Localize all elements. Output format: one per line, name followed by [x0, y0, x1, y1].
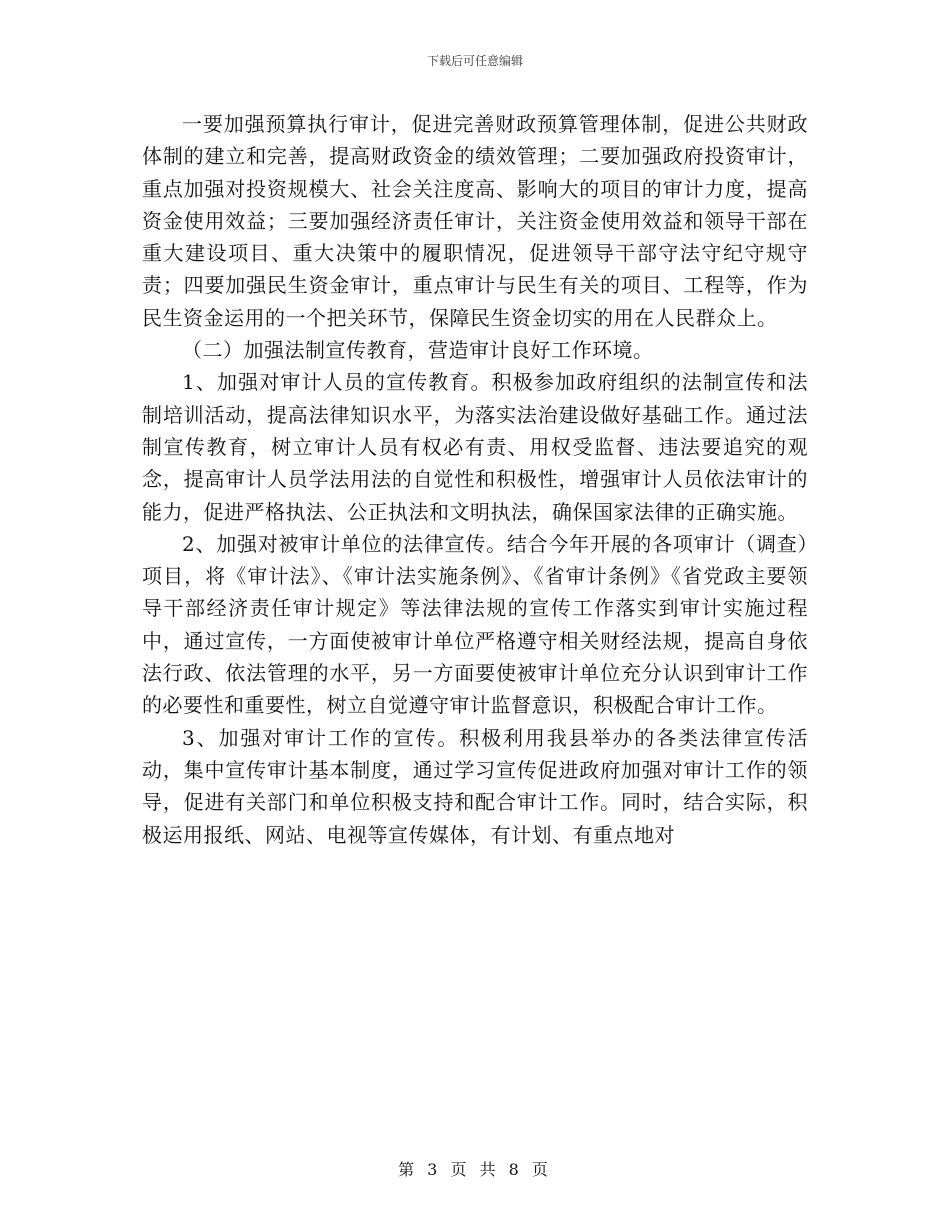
page-number: 第 3 页 共 8 页: [398, 1160, 552, 1179]
section-heading-legal-publicity: （二）加强法制宣传教育，营造审计良好工作环境。: [182, 338, 654, 363]
document-body: [142, 108, 808, 851]
paragraph-audited-unit-publicity: 2、加强对被审计单位的法律宣传。结合今年开展的各项审计（调查）项目，将《审计法》、《审计法实施条例》、《省审计条例》《省党政主要领导干部经济责任审计规定》等法律法规的宣传工作落实到审计实施过程中，通过宣传，一方面使被审计单位严格遵守相关财经法规，提高自身依法行政、依法管理的水平，另一方面要使被审计单位充分认识到审计工作的必要性和重要性，树立自觉遵守审计监督意识，积极配合审计工作。: [142, 531, 808, 718]
page-header: 下载后可任意编辑: [426, 54, 523, 68]
paragraph-audit-priorities: 一要加强预算执行审计，促进完善财政预算管理体制，促进公共财政体制的建立和完善，提高财政资金的绩效管理；二要加强政府投资审计，重点加强对投资规模大、社会关注度高、影响大的项目的审计力度，提高资金使用效益；三要加强经济责任审计，关注资金使用效益和领导干部在重大建设项目、重大决策中的履职情况，促进领导干部守法守纪守规守责；四要加强民生资金审计，重点审计与民生有关的项目、工程等，作为民生资金运用的一个把关环节，保障民生资金切实的用在人民群众上。: [142, 112, 808, 330]
paragraph-auditor-education: 1、加强对审计人员的宣传教育。积极参加政府组织的法制宣传和法制培训活动，提高法律知识水平，为落实法治建设做好基础工作。通过法制宣传教育，树立审计人员有权必有责、用权受监督、违法要追究的观念，提高审计人员学法用法的自觉性和积极性，增强审计人员依法审计的能力，促进严格执法、公正执法和文明执法，确保国家法律的正确实施。: [142, 370, 808, 524]
paragraph-audit-work-publicity: 3、加强对审计工作的宣传。积极利用我县举办的各类法律宣传活动，集中宣传审计基本制度，通过学习宣传促进政府加强对审计工作的领导，促进有关部门和单位积极支持和配合审计工作。同时，结合实际，积极运用报纸、网站、电视等宣传媒体，有计划、有重点地对: [142, 725, 808, 847]
